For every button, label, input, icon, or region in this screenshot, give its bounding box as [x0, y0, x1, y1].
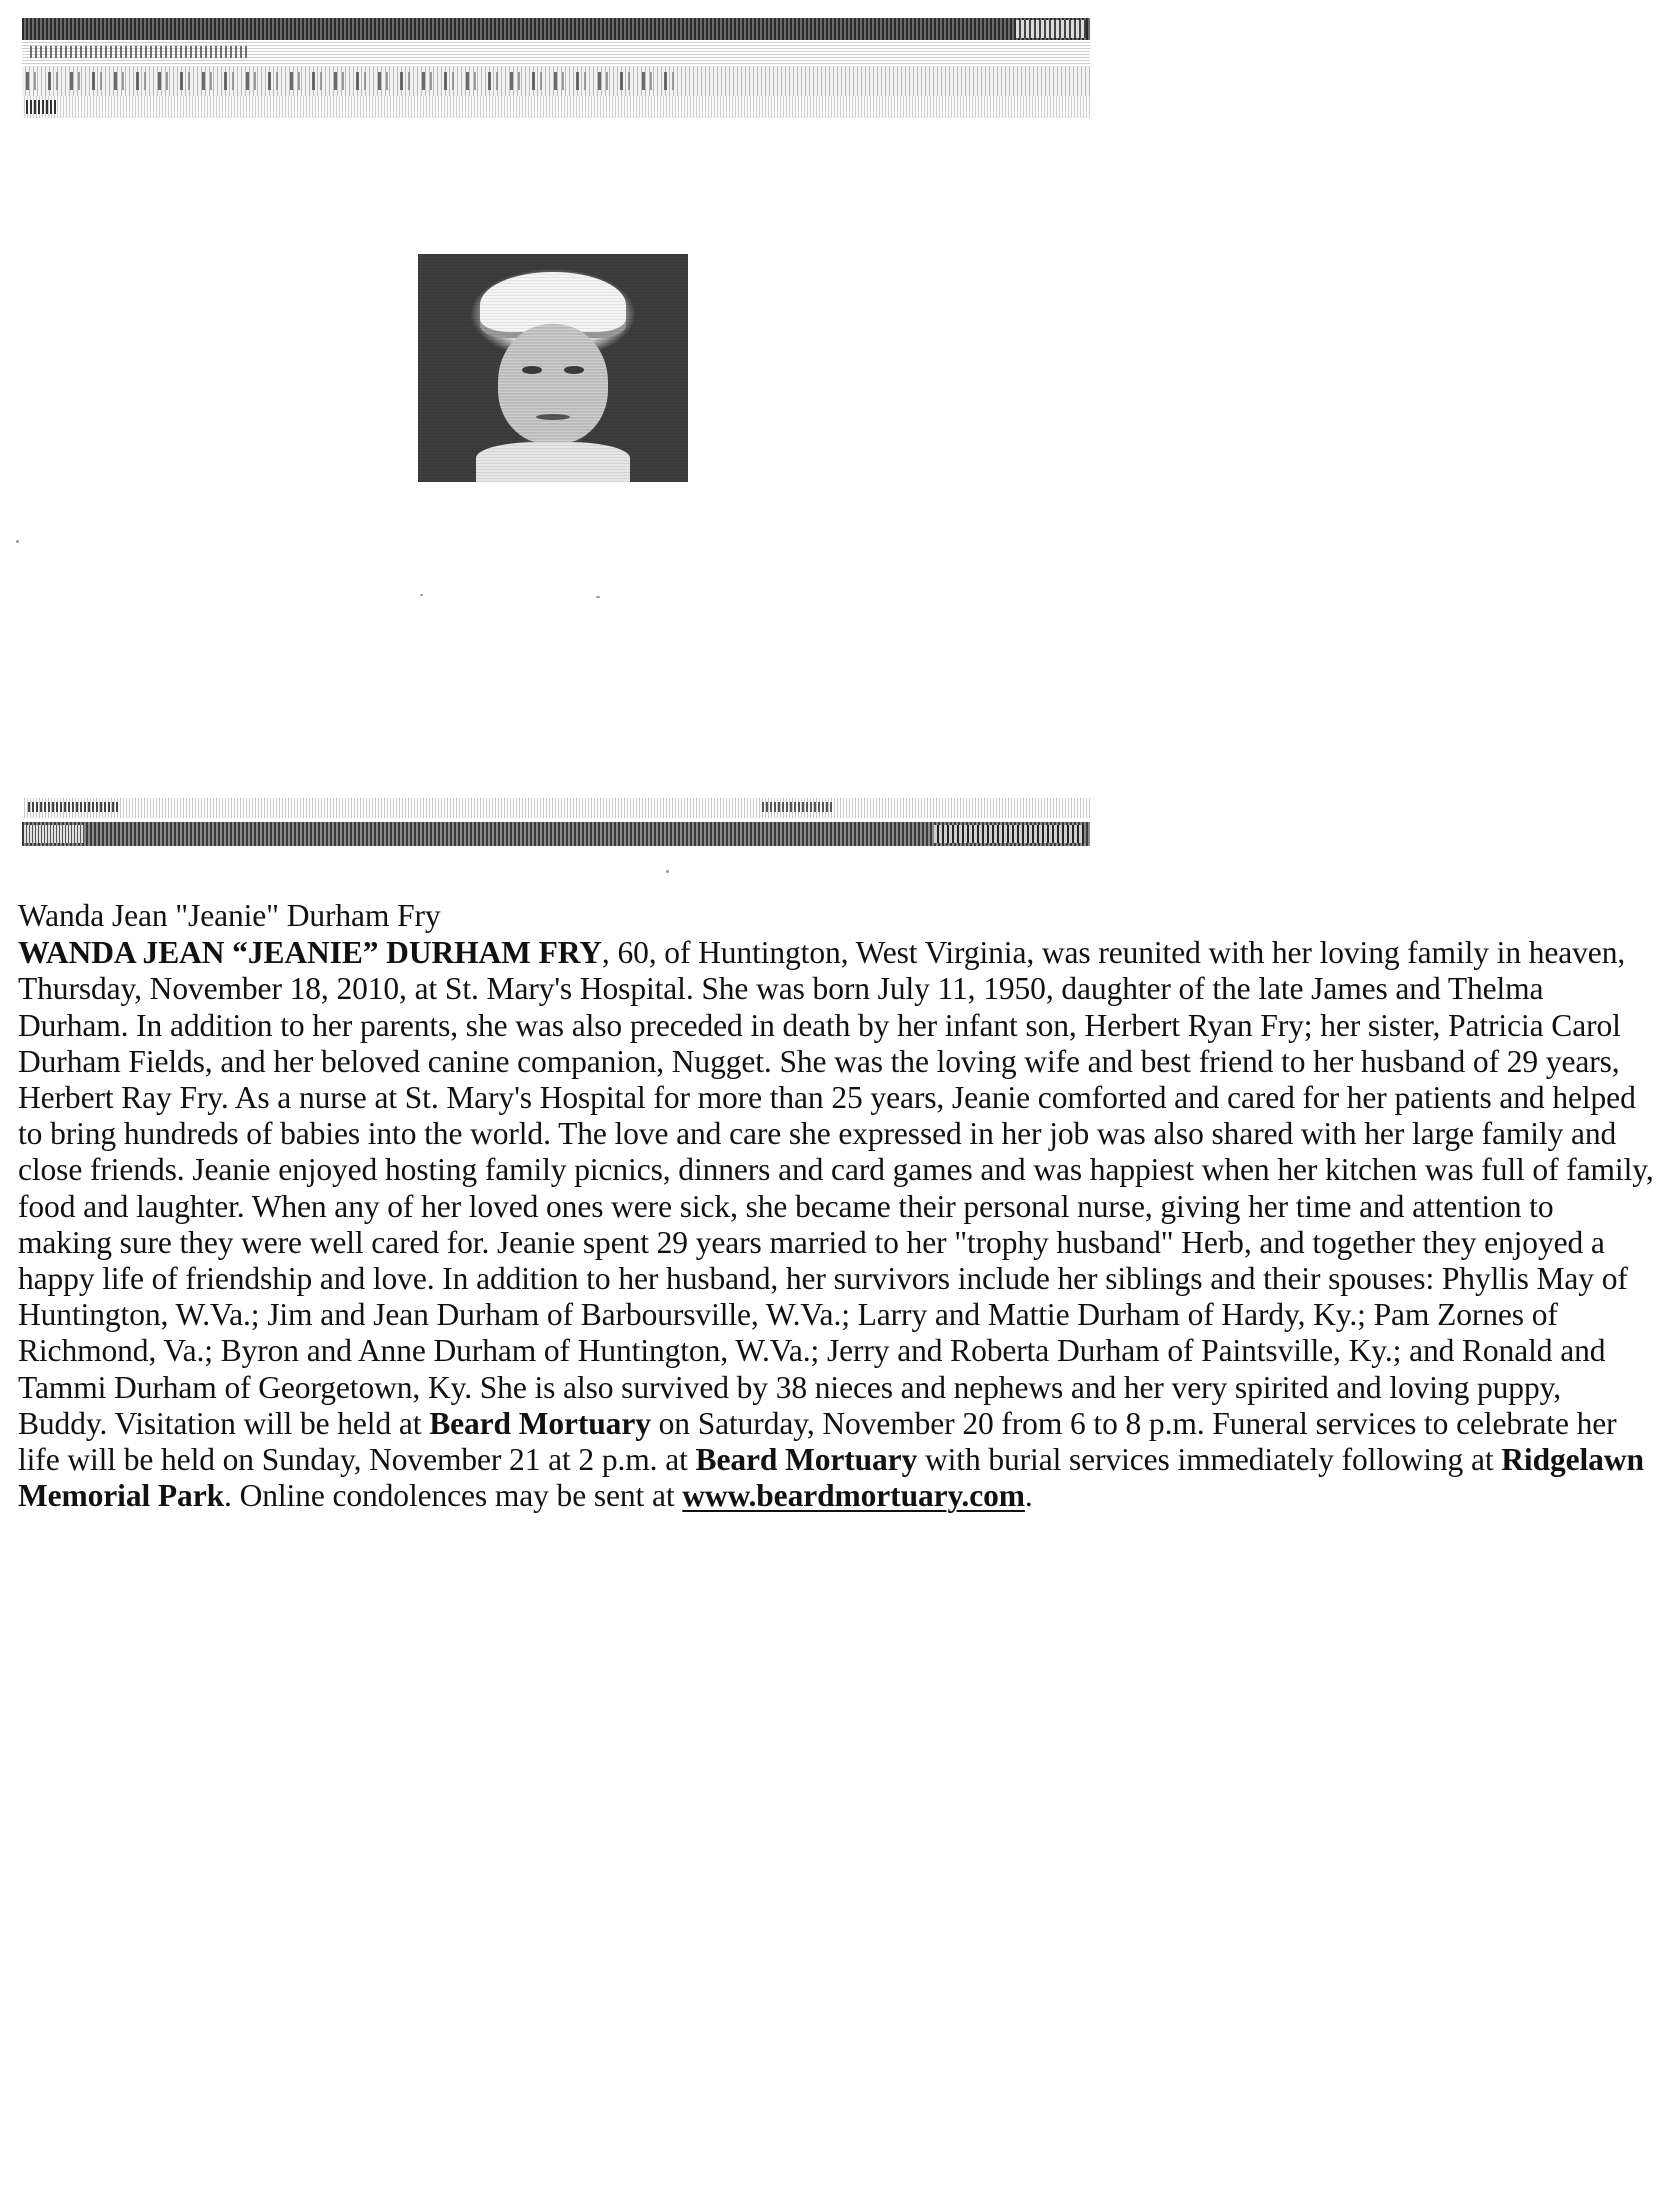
browser-title-bar: [22, 18, 1090, 40]
condolences-link[interactable]: www.beardmortuary.com: [682, 1478, 1025, 1514]
obituary-text-part-3: with burial services immediately following at: [917, 1442, 1502, 1478]
browser-menu-bar: [22, 40, 1090, 66]
obituary-heading: Wanda Jean "Jeanie" Durham Fry: [18, 898, 441, 933]
obituary-text-part-5: .: [1024, 1478, 1033, 1514]
obituary-body: [18, 935, 1654, 1514]
toolbar-buttons-icon[interactable]: [26, 72, 676, 90]
browser-toolbar: [22, 66, 1090, 96]
portrait-photo: [418, 254, 688, 482]
obituary-text-block: [18, 898, 1654, 1514]
scan-speck: [666, 870, 669, 873]
browser-top-chrome: [22, 18, 1090, 118]
browser-status-bar: [22, 798, 1090, 818]
status-zone-icon: [762, 802, 832, 812]
address-label-icon: [26, 100, 56, 114]
window-controls-icon[interactable]: [1016, 20, 1086, 38]
mortuary-name-visitation: Beard Mortuary: [429, 1405, 651, 1441]
status-text-icon: [28, 802, 118, 812]
obituary-text-part-4: . Online condolences may be sent at: [224, 1478, 683, 1514]
obituary-text-part-2: on Saturday, November 20 from 6 to 8 p.m. Funeral services to celebrate her life will be held on Sunday, November 21 at 2 p.m. at: [18, 1405, 1617, 1478]
browser-bottom-chrome: [22, 798, 1090, 846]
mortuary-name-funeral: Beard Mortuary: [695, 1442, 918, 1478]
scan-speck: [420, 594, 423, 596]
scan-texture: [418, 254, 688, 482]
scan-speck: [16, 540, 19, 543]
menu-items-icon[interactable]: [30, 46, 250, 58]
start-button[interactable]: [24, 825, 84, 843]
cemetery-name: Ridgelawn Memorial Park: [18, 1442, 1644, 1514]
system-tray-icon[interactable]: [934, 825, 1084, 843]
os-taskbar: [22, 822, 1090, 846]
browser-address-bar[interactable]: [22, 96, 1090, 118]
scan-speck: [596, 596, 600, 598]
deceased-name: WANDA JEAN “JEANIE” DURHAM FRY: [18, 935, 602, 971]
obituary-text-part-1: , 60, of Huntington, West Virginia, was reunited with her loving family in heaven, Thursday, November 18, 2010, at St. Mary's Hospital. She was born July 11, 1950, daughter of the late James and Thelma Durham. In addition to her parents, she was also preceded in death by her infant son, Herbert Ryan Fry; her sister, Patricia Carol Durham Fields, and her beloved canine companion, Nugget. She was the loving wife and best friend to her husband of 29 years, Herbert Ray Fry. As a nurse at St. Mary's Hospital for more than 25 years, Jeanie comforted and cared for her patients and helped to bring hundreds of babies into the world. The love and care she expressed in her job was also shared with her large family and close friends. Jeanie enjoyed hosting family picnics, dinners and card games and was happiest when her kitchen was full of family, food and laughter. When any of her loved ones were sick, she became their personal nurse, giving her time and attention to making sure they were well cared for. Jeanie spent 29 years married to her "trophy husband" Herb, and together they enjoyed a happy life of friendship and love. In addition to her husband, her survivors include her siblings and their spouses: Phyllis May of Huntington, W.Va.; Jim and Jean Durham of Barboursville, W.Va.; Larry and Mattie Durham of Hardy, Ky.; Pam Zornes of Richmond, Va.; Byron and Anne Durham of Huntington, W.Va.; Jerry and Roberta Durham of Paintsville, Ky.; and Ronald and Tammi Durham of Georgetown, Ky. She is also survived by 38 nieces and nephews and her very spirited and loving puppy, Buddy. Visitation will be held at: [18, 935, 1654, 1441]
